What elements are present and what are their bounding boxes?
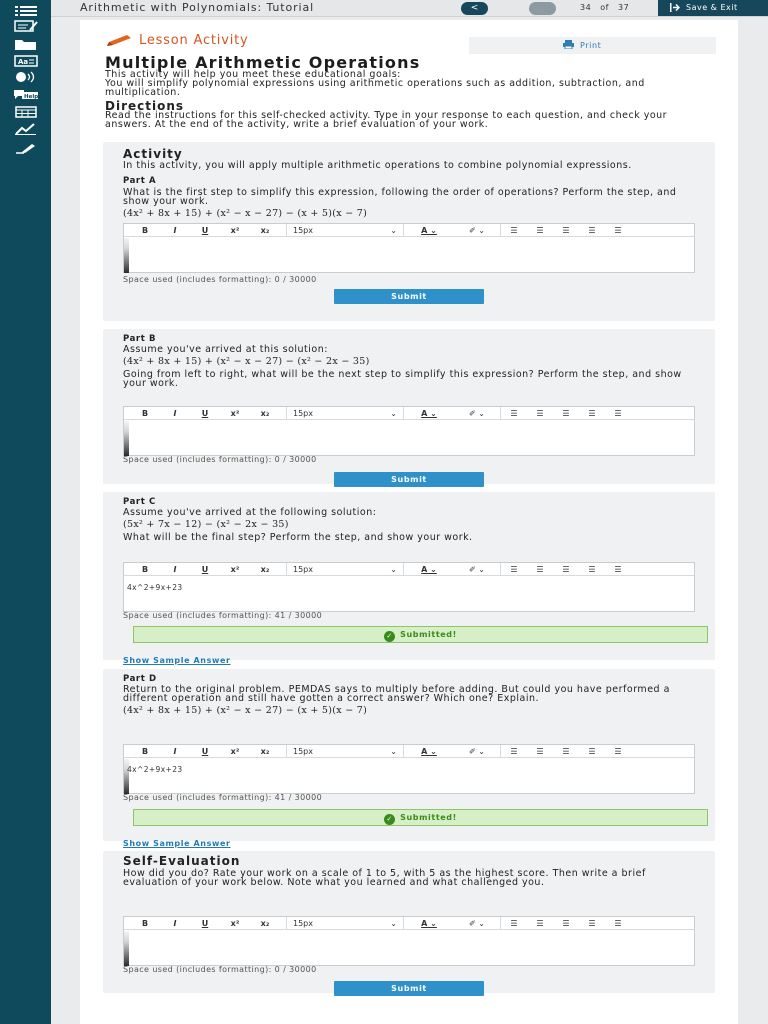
part-d-submitted-label: Submitted! bbox=[400, 813, 457, 822]
highlight-color-button[interactable]: ✐ ⌄ bbox=[469, 746, 485, 756]
subscript-button[interactable]: x₂ bbox=[260, 225, 270, 235]
font-size-select[interactable] bbox=[287, 409, 403, 418]
part-c-expression: (5x² + 7x − 12) − (x² − 2x − 35) bbox=[123, 519, 289, 530]
svg-text:Help: Help bbox=[24, 94, 39, 100]
part-b-space-used: Space used (includes formatting): 0 / 30000 bbox=[123, 455, 317, 464]
directions-heading: Directions bbox=[105, 99, 185, 113]
align-right-icon[interactable]: ☰ bbox=[614, 746, 622, 756]
numbered-list-icon[interactable]: ☰ bbox=[536, 225, 544, 235]
text-color-button[interactable]: A ⌄ bbox=[421, 408, 437, 418]
activity-intro: In this activity, you will apply multiple arithmetic operations to combine polynomial expressions. bbox=[123, 160, 632, 171]
part-d-answer[interactable]: 4x^2+9x+23 bbox=[127, 765, 183, 774]
part-a-submit-button[interactable]: Submit bbox=[334, 289, 484, 304]
part-d-question: Return to the original problem. PEMDAS says to multiply before adding. But could you have performed a different operation and still have gotten a correct answer? Which one? Explain. bbox=[123, 684, 670, 704]
svg-text:Aa: Aa bbox=[18, 58, 29, 66]
part-c-panel bbox=[103, 492, 715, 665]
activity-heading: Activity bbox=[123, 147, 183, 161]
font-size-value: 15px bbox=[293, 408, 313, 418]
part-d-editor[interactable] bbox=[123, 744, 695, 794]
self-evaluation-submit-button[interactable]: Submit bbox=[334, 981, 484, 996]
outdent-icon[interactable]: ☰ bbox=[562, 918, 570, 928]
subscript-button[interactable]: x₂ bbox=[260, 408, 270, 418]
highlight-color-button[interactable]: ✐ ⌄ bbox=[469, 225, 485, 235]
part-d-submitted-banner bbox=[133, 809, 708, 826]
activity-part-a-panel bbox=[103, 142, 715, 321]
bulleted-list-icon[interactable]: ☰ bbox=[510, 746, 518, 756]
font-size-select[interactable] bbox=[287, 919, 403, 928]
exit-icon bbox=[670, 3, 680, 12]
page-indicator bbox=[580, 3, 635, 12]
part-b-panel bbox=[103, 329, 715, 484]
lesson-activity-label: Lesson Activity bbox=[139, 33, 249, 48]
color-swatch-strip bbox=[124, 238, 129, 273]
part-c-submitted-label: Submitted! bbox=[400, 630, 457, 639]
part-c-space-used: Space used (includes formatting): 41 / 30000 bbox=[123, 611, 323, 620]
part-b-label: Part B bbox=[123, 334, 157, 344]
chevron-down-icon: ⌄ bbox=[390, 225, 397, 235]
bold-button[interactable]: B bbox=[141, 918, 149, 928]
highlight-color-button[interactable]: ✐ ⌄ bbox=[469, 918, 485, 928]
numbered-list-icon[interactable]: ☰ bbox=[536, 918, 544, 928]
lesson-page bbox=[80, 20, 738, 1024]
part-d-show-sample-link[interactable]: Show Sample Answer bbox=[123, 839, 231, 848]
calculator-icon[interactable] bbox=[13, 105, 39, 119]
bold-button[interactable]: B bbox=[141, 408, 149, 418]
part-c-label: Part C bbox=[123, 497, 156, 507]
text-color-button[interactable]: A ⌄ bbox=[421, 564, 437, 574]
superscript-button[interactable]: x² bbox=[230, 564, 240, 574]
align-left-icon[interactable]: ☰ bbox=[588, 746, 596, 756]
chevron-down-icon: ⌄ bbox=[390, 408, 397, 418]
pen-icon[interactable] bbox=[13, 141, 39, 155]
text-color-button[interactable]: A ⌄ bbox=[421, 918, 437, 928]
tutorial-title: Arithmetic with Polynomials: Tutorial bbox=[80, 1, 315, 14]
superscript-button[interactable]: x² bbox=[230, 225, 240, 235]
outdent-icon[interactable]: ☰ bbox=[562, 225, 570, 235]
left-tool-rail bbox=[0, 0, 51, 1024]
subscript-button[interactable]: x₂ bbox=[260, 918, 270, 928]
part-b-submit-button[interactable]: Submit bbox=[334, 472, 484, 487]
check-icon: ✓ bbox=[384, 814, 395, 825]
underline-button[interactable]: U bbox=[201, 564, 209, 574]
intro-line-1: This activity will help you meet these educational goals: bbox=[105, 69, 401, 80]
font-size-value: 15px bbox=[293, 564, 313, 574]
part-a-label: Part A bbox=[123, 176, 157, 186]
italic-button[interactable]: I bbox=[173, 408, 177, 418]
self-evaluation-heading: Self-Evaluation bbox=[123, 854, 241, 868]
align-left-icon[interactable]: ☰ bbox=[588, 408, 596, 418]
bulleted-list-icon[interactable]: ☰ bbox=[510, 225, 518, 235]
editor-toolbar bbox=[124, 917, 694, 930]
part-d-space-used: Space used (includes formatting): 41 / 30000 bbox=[123, 793, 323, 802]
italic-button[interactable]: I bbox=[173, 225, 177, 235]
underline-button[interactable]: U bbox=[201, 225, 209, 235]
align-right-icon[interactable]: ☰ bbox=[614, 225, 622, 235]
audio-icon[interactable] bbox=[13, 70, 39, 84]
superscript-button[interactable]: x² bbox=[230, 746, 240, 756]
self-evaluation-panel bbox=[103, 851, 715, 993]
superscript-button[interactable]: x² bbox=[230, 918, 240, 928]
align-left-icon[interactable]: ☰ bbox=[588, 225, 596, 235]
page-title: Multiple Arithmetic Operations bbox=[105, 53, 421, 72]
subscript-button[interactable]: x₂ bbox=[260, 746, 270, 756]
chevron-down-icon: ⌄ bbox=[390, 918, 397, 928]
font-size-select[interactable] bbox=[287, 747, 403, 756]
editor-toolbar bbox=[124, 224, 694, 237]
font-size-value: 15px bbox=[293, 746, 313, 756]
self-evaluation-editor[interactable] bbox=[123, 916, 695, 966]
intro-line-2: You will simplify polynomial expressions using arithmetic operations such as addition, subtraction, and multiplication. bbox=[105, 78, 645, 98]
part-a-expression: (4x² + 8x + 15) + (x² − x − 27) − (x + 5)(x − 7) bbox=[123, 208, 368, 219]
font-size-value: 15px bbox=[293, 225, 313, 235]
directions-text: Read the instructions for this self-checked activity. Type in your response to each question, and check your answers. At the end of the activity, write a brief evaluation of your work. bbox=[105, 110, 668, 130]
underline-button[interactable]: U bbox=[201, 408, 209, 418]
part-d-expression: (4x² + 8x + 15) + (x² − x − 27) − (x + 5)(x − 7) bbox=[123, 705, 368, 716]
underline-button[interactable]: U bbox=[201, 918, 209, 928]
self-evaluation-text: How did you do? Rate your work on a scale of 1 to 5, with 5 as the highest score. Then write a brief evaluation of your work below. Note what you learned and what challenged you. bbox=[123, 868, 646, 888]
part-c-answer[interactable]: 4x^2+9x+23 bbox=[127, 583, 183, 592]
subscript-button[interactable]: x₂ bbox=[260, 564, 270, 574]
editor-toolbar bbox=[124, 745, 694, 758]
part-a-question: What is the first step to simplify this expression, following the order of operations? Perform the step, and show your work. bbox=[123, 187, 677, 207]
align-right-icon[interactable]: ☰ bbox=[614, 564, 622, 574]
page-of: of bbox=[600, 3, 609, 12]
graph-icon[interactable] bbox=[13, 122, 39, 136]
part-c-question: What will be the final step? Perform the step, and show your work. bbox=[123, 532, 473, 543]
part-b-editor[interactable] bbox=[123, 406, 695, 456]
align-right-icon[interactable]: ☰ bbox=[614, 408, 622, 418]
highlight-color-button[interactable]: ✐ ⌄ bbox=[469, 408, 485, 418]
editor-toolbar bbox=[124, 407, 694, 420]
part-d-panel bbox=[103, 669, 715, 848]
print-button[interactable] bbox=[469, 37, 716, 54]
back-button[interactable]: < bbox=[461, 2, 488, 15]
outdent-icon[interactable]: ☰ bbox=[562, 564, 570, 574]
font-size-select[interactable] bbox=[287, 226, 403, 235]
part-a-editor[interactable] bbox=[123, 223, 695, 273]
menu-list-icon[interactable] bbox=[13, 4, 39, 18]
numbered-list-icon[interactable]: ☰ bbox=[536, 564, 544, 574]
page-current: 34 bbox=[580, 3, 592, 12]
part-d-label: Part D bbox=[123, 674, 157, 684]
save-exit-label: Save & Exit bbox=[686, 3, 738, 12]
part-b-expression: (4x² + 8x + 15) + (x² − x − 27) − (x² − 2x − 35) bbox=[123, 356, 370, 367]
pencil-icon bbox=[105, 35, 133, 47]
italic-button[interactable]: I bbox=[173, 746, 177, 756]
underline-button[interactable]: U bbox=[201, 746, 209, 756]
notepad-icon[interactable] bbox=[13, 19, 39, 33]
save-exit-button[interactable] bbox=[658, 0, 768, 16]
color-swatch-strip bbox=[124, 421, 129, 456]
self-evaluation-space-used: Space used (includes formatting): 0 / 30000 bbox=[123, 965, 317, 974]
bold-button[interactable]: B bbox=[141, 225, 149, 235]
outdent-icon[interactable]: ☰ bbox=[562, 746, 570, 756]
italic-button[interactable]: I bbox=[173, 918, 177, 928]
bulleted-list-icon[interactable]: ☰ bbox=[510, 564, 518, 574]
text-color-button[interactable]: A ⌄ bbox=[421, 746, 437, 756]
check-icon: ✓ bbox=[384, 631, 395, 642]
align-right-icon[interactable]: ☰ bbox=[614, 918, 622, 928]
part-c-editor[interactable] bbox=[123, 562, 695, 612]
lesson-activity-header bbox=[105, 33, 249, 48]
text-color-button[interactable]: A ⌄ bbox=[421, 225, 437, 235]
chevron-down-icon: ⌄ bbox=[390, 564, 397, 574]
folder-icon[interactable] bbox=[13, 37, 39, 51]
chevron-down-icon: ⌄ bbox=[390, 746, 397, 756]
outdent-icon[interactable]: ☰ bbox=[562, 408, 570, 418]
bold-button[interactable]: B bbox=[141, 564, 149, 574]
font-size-value: 15px bbox=[293, 918, 313, 928]
numbered-list-icon[interactable]: ☰ bbox=[536, 746, 544, 756]
highlight-color-button[interactable]: ✐ ⌄ bbox=[469, 564, 485, 574]
part-c-show-sample-link[interactable]: Show Sample Answer bbox=[123, 656, 231, 665]
bulleted-list-icon[interactable]: ☰ bbox=[510, 918, 518, 928]
next-button[interactable] bbox=[529, 2, 556, 15]
part-c-submitted-banner bbox=[133, 626, 708, 643]
page-total: 37 bbox=[618, 3, 630, 12]
font-size-select[interactable] bbox=[287, 565, 403, 574]
printer-icon bbox=[563, 40, 574, 49]
italic-button[interactable]: I bbox=[173, 564, 177, 574]
bold-button[interactable]: B bbox=[141, 746, 149, 756]
part-a-space-used: Space used (includes formatting): 0 / 30000 bbox=[123, 275, 317, 284]
align-left-icon[interactable]: ☰ bbox=[588, 918, 596, 928]
part-c-text: Assume you've arrived at the following solution: bbox=[123, 507, 377, 518]
print-label: Print bbox=[580, 41, 602, 50]
numbered-list-icon[interactable]: ☰ bbox=[536, 408, 544, 418]
part-b-text: Assume you've arrived at this solution: bbox=[123, 344, 328, 355]
glossary-icon[interactable] bbox=[13, 54, 39, 68]
color-swatch-strip bbox=[124, 931, 129, 966]
intro-text bbox=[105, 70, 715, 97]
bulleted-list-icon[interactable]: ☰ bbox=[510, 408, 518, 418]
part-b-question: Going from left to right, what will be the next step to simplify this expression? Perform the step, and show your work. bbox=[123, 369, 682, 389]
top-bar bbox=[51, 0, 768, 17]
align-left-icon[interactable]: ☰ bbox=[588, 564, 596, 574]
help-icon[interactable] bbox=[13, 87, 39, 101]
editor-toolbar bbox=[124, 563, 694, 576]
superscript-button[interactable]: x² bbox=[230, 408, 240, 418]
